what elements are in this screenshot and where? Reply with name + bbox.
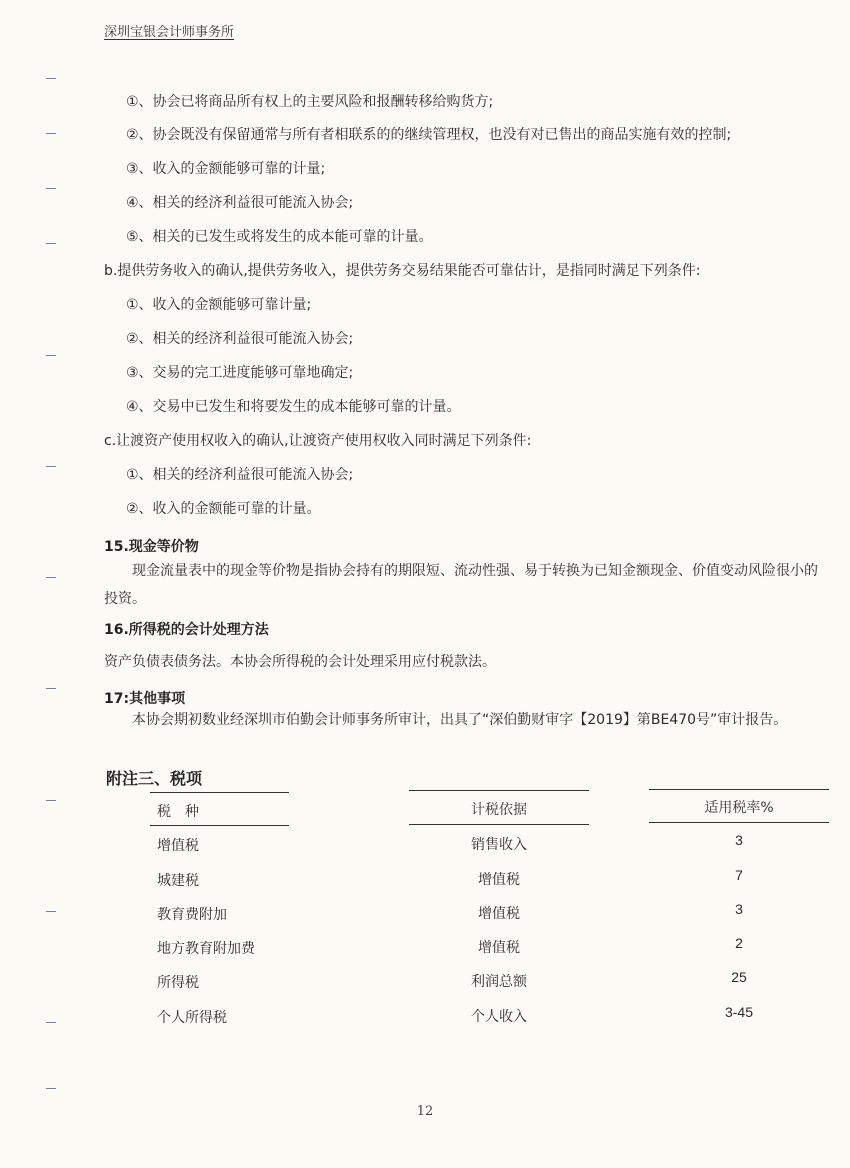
service-condition-line: ③、交易的完工进度能够可靠地确定; (126, 365, 354, 381)
revenue-condition-line: ④、相关的经济利益很可能流入协会; (126, 195, 354, 211)
section-16-text: 资产负债表债务法。本协会所得税的会计处理采用应付税款法。 (104, 654, 496, 670)
margin-tick (46, 466, 56, 467)
margin-tick (46, 188, 56, 189)
service-condition-line: ①、收入的金额能够可靠计量; (126, 297, 312, 313)
section-17-heading: 17:其他事项 (104, 691, 186, 707)
section-15-heading: 15.现金等价物 (104, 539, 199, 555)
tax-section-title: 附注三、税项 (106, 769, 203, 788)
tax-basis-cell: 增值税 (478, 906, 520, 922)
asset-use-heading: c.让渡资产使用权收入的确认,让渡资产使用权收入同时满足下列条件: (104, 433, 532, 449)
tax-basis-cell: 增值税 (478, 872, 520, 888)
tax-basis-cell: 增值税 (478, 940, 520, 956)
tax-basis-cell: 销售收入 (471, 837, 527, 853)
margin-tick (46, 243, 56, 244)
margin-tick (46, 355, 56, 356)
tax-type-header: 税 种 (157, 804, 199, 820)
margin-tick (46, 800, 56, 801)
service-condition-line: ②、相关的经济利益很可能流入协会; (126, 331, 354, 347)
service-condition-line: ④、交易中已发生和将要发生的成本能够可靠的计量。 (126, 399, 461, 415)
table-rule (649, 789, 829, 790)
revenue-condition-line: ①、协会已将商品所有权上的主要风险和报酬转移给购货方; (126, 94, 494, 110)
tax-type-cell: 城建税 (157, 873, 199, 889)
section-15-text: 现金流量表中的现金等价物是指协会持有的期限短、流动性强、易于转换为已知金额现金、价值变动风险很小的投资。 (104, 563, 818, 607)
margin-tick (46, 577, 56, 578)
page-header: 深圳宝银会计师事务所 (104, 25, 235, 40)
section-17-text: 本协会期初数业经深圳市伯勤会计师事务所审计，出具了“深伯勤财审字【2019】第BE470号”审计报告。 (132, 712, 788, 728)
tax-type-cell: 所得税 (157, 975, 199, 991)
tax-rate-cell: 25 (731, 969, 747, 985)
revenue-condition-line: ③、收入的金额能够可靠的计量; (126, 161, 326, 177)
page-number: 12 (416, 1104, 434, 1119)
table-rule (150, 825, 289, 826)
tax-rate-cell: 2 (735, 935, 743, 951)
tax-rate-cell: 3-45 (724, 1004, 754, 1020)
tax-basis-header: 计税依据 (471, 802, 527, 818)
tax-rate-cell: 7 (735, 867, 743, 883)
margin-tick (46, 1022, 56, 1023)
service-revenue-heading: b.提供劳务收入的确认,提供劳务收入，提供劳务交易结果能否可靠估计，是指同时满足下列条件: (104, 263, 701, 279)
table-rule (409, 824, 589, 825)
table-rule (409, 790, 589, 791)
asset-use-condition-line: ①、相关的经济利益很可能流入协会; (126, 467, 354, 483)
tax-rate-cell: 3 (735, 832, 743, 848)
margin-tick (46, 78, 56, 79)
tax-rate-header: 适用税率% (704, 800, 774, 816)
tax-basis-cell: 利润总额 (471, 974, 527, 990)
tax-type-cell: 个人所得税 (157, 1010, 227, 1026)
tax-basis-cell: 个人收入 (471, 1009, 527, 1025)
tax-type-cell: 地方教育附加费 (157, 941, 255, 957)
tax-rate-cell: 3 (735, 901, 743, 917)
revenue-condition-line: ②、协会既没有保留通常与所有者相联系的的继续管理权，也没有对已售出的商品实施有效的控制; (126, 127, 732, 143)
margin-tick (46, 688, 56, 689)
table-rule (150, 792, 289, 793)
table-rule (649, 822, 829, 823)
section-16-heading: 16.所得税的会计处理方法 (104, 622, 269, 638)
revenue-condition-line: ⑤、相关的已发生或将发生的成本能可靠的计量。 (126, 229, 433, 245)
asset-use-condition-line: ②、收入的金额能可靠的计量。 (126, 501, 321, 517)
tax-type-cell: 增值税 (157, 838, 199, 854)
margin-tick (46, 133, 56, 134)
margin-tick (46, 1088, 56, 1089)
margin-tick (46, 911, 56, 912)
tax-type-cell: 教育费附加 (157, 907, 227, 923)
